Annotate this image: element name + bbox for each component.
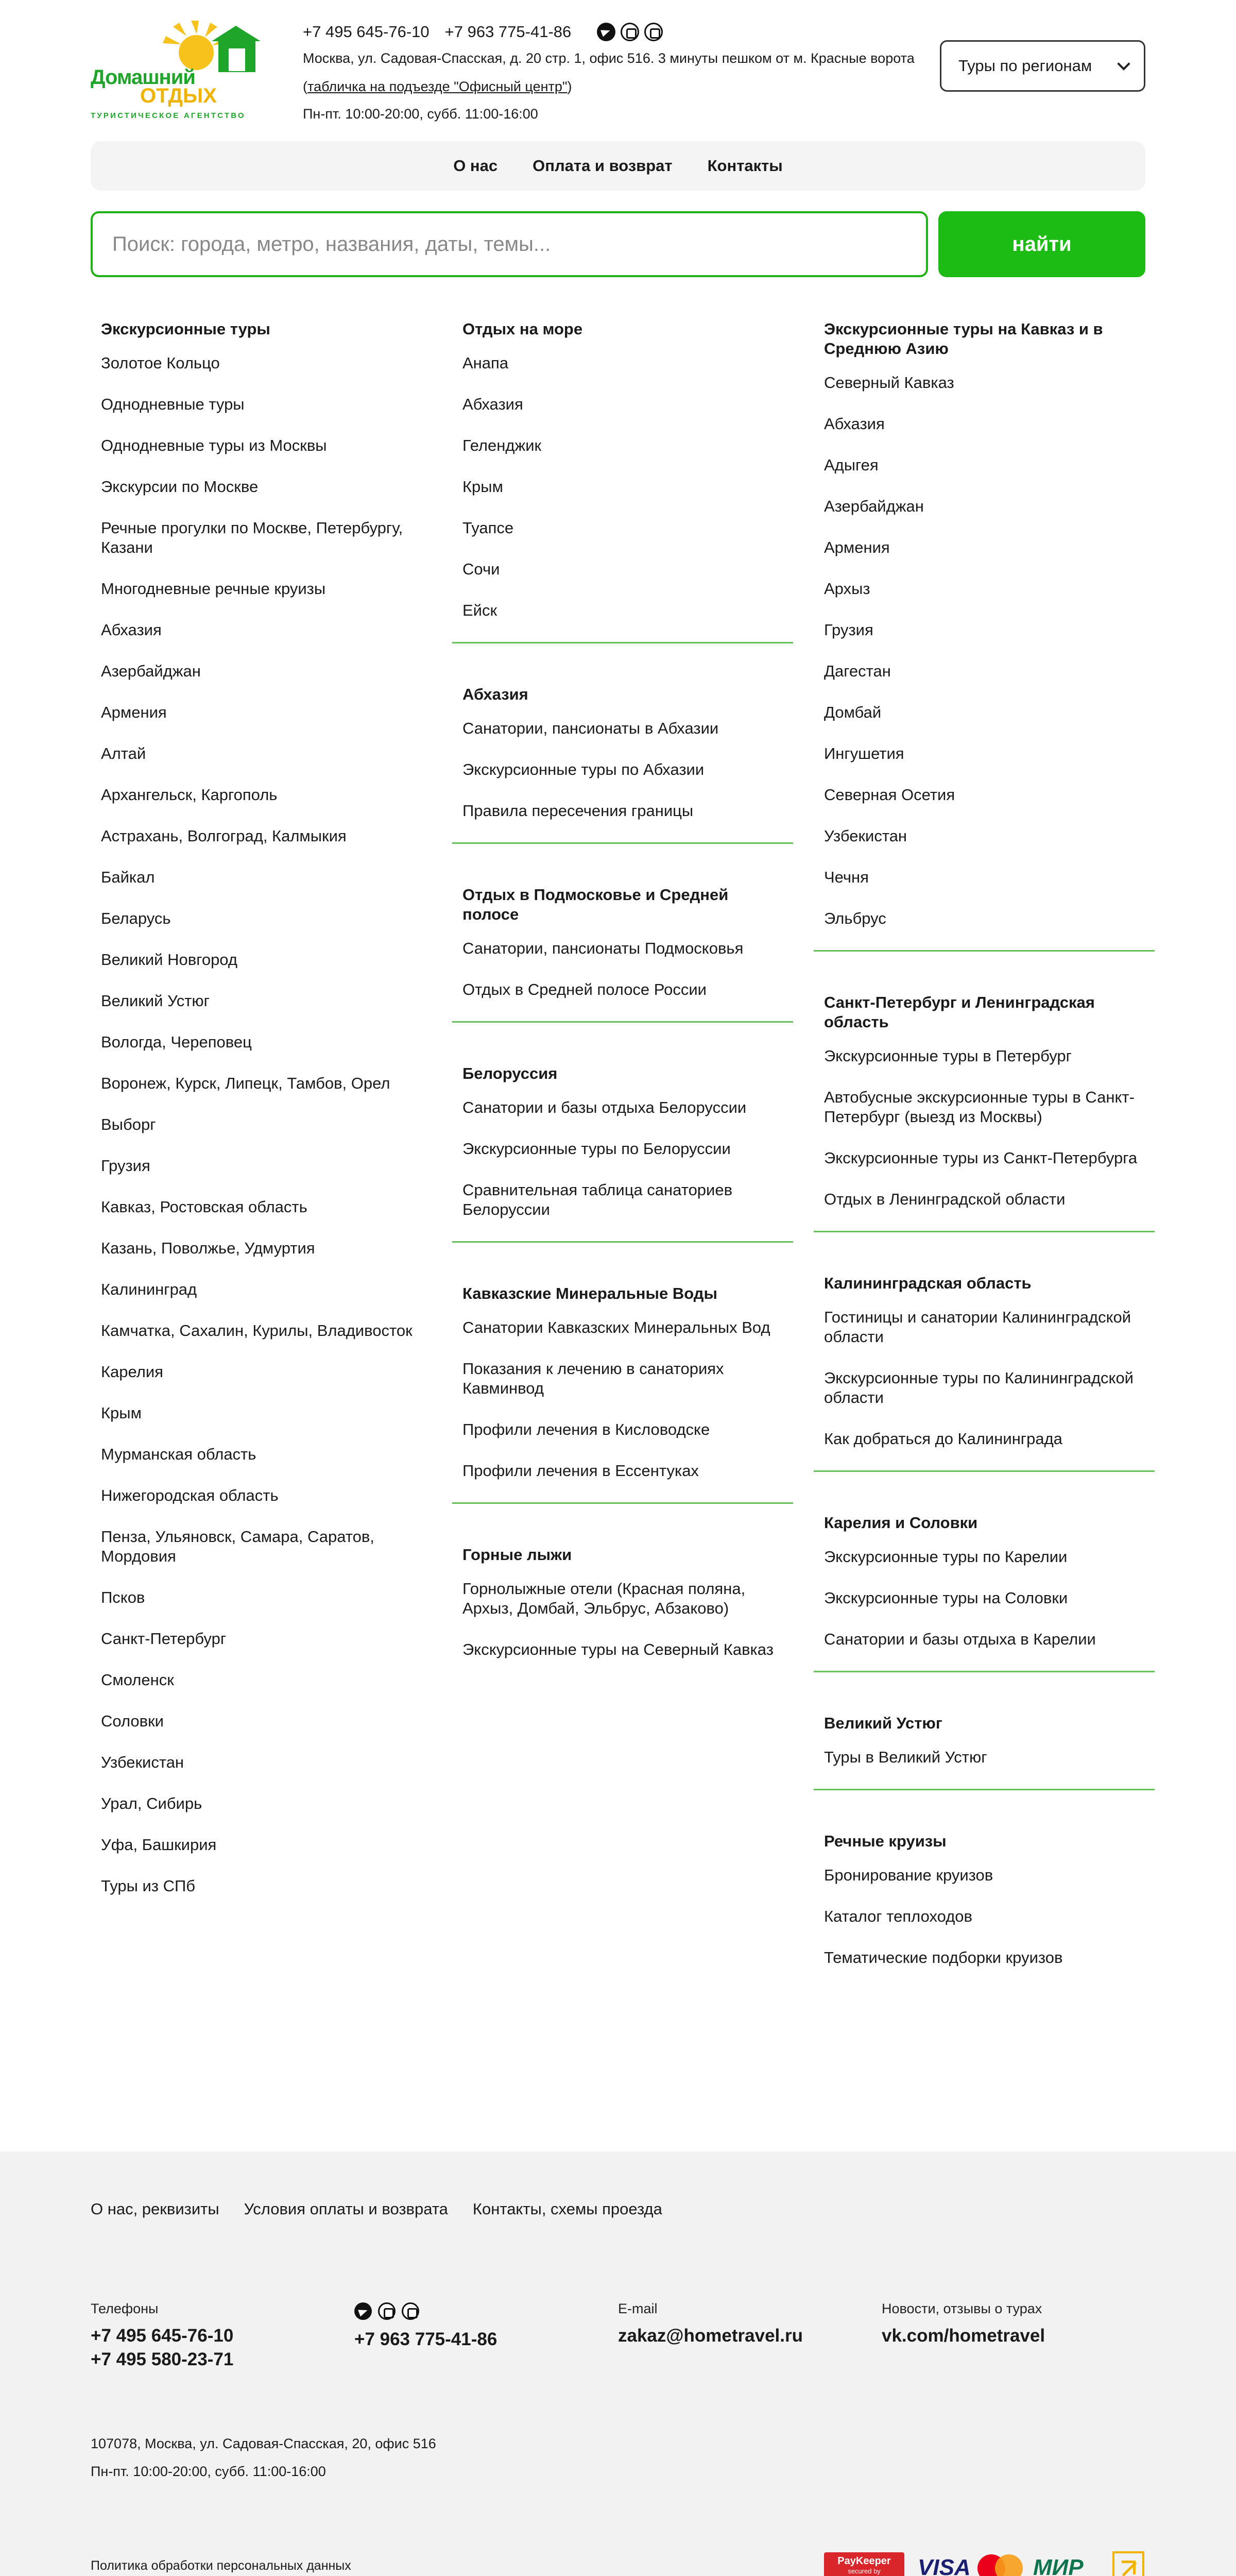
footer-vk-link[interactable]: vk.com/hometravel xyxy=(882,2326,1045,2346)
paykeeper-logo-text: PayKeeper xyxy=(837,2555,891,2567)
footer-phone-1[interactable]: +7 495 645-76-10 xyxy=(91,2326,234,2346)
menu-link[interactable]: Алтай xyxy=(101,744,146,762)
menu-link[interactable]: Экскурсии по Москве xyxy=(101,478,259,496)
menu-link[interactable]: Туры из СПб xyxy=(101,1877,196,1895)
menu-link[interactable]: Пенза, Ульяновск, Самара, Саратов, Мордовия xyxy=(101,1528,374,1565)
header-phones xyxy=(303,22,972,42)
menu-link[interactable]: Многодневные речные круизы xyxy=(101,580,326,598)
search-placeholder: Поиск: города, метро, названия, даты, темы... xyxy=(112,232,551,256)
menu-block xyxy=(814,309,1155,928)
footer-mobile xyxy=(354,2301,497,2351)
footer-nav-about[interactable]: О нас, реквизиты xyxy=(91,2200,219,2218)
region-select[interactable] xyxy=(940,40,1145,92)
menu-link[interactable]: Экскурсионные туры на Соловки xyxy=(824,1589,1068,1607)
address-end: ) xyxy=(567,79,572,94)
menu-block xyxy=(452,309,793,620)
menu-list xyxy=(824,373,1144,928)
menu-link[interactable]: Армения xyxy=(824,538,890,556)
menu-link[interactable]: Эльбрус xyxy=(824,909,886,927)
menu-block xyxy=(91,309,432,1896)
site-footer xyxy=(0,2151,1236,2576)
menu-link[interactable]: Экскурсионные туры по Белоруссии xyxy=(462,1140,731,1158)
logo-text-secondary: ОТДЫХ xyxy=(140,84,217,107)
menu-link[interactable]: Санкт-Петербург xyxy=(101,1630,227,1648)
menu-block xyxy=(814,1263,1155,1449)
nav-payment[interactable]: Оплата и возврат xyxy=(533,157,673,175)
menu-link[interactable]: Горнолыжные отели (Красная поляна, Архыз, Домбай, Эльбрус, Абзаково) xyxy=(462,1580,746,1617)
menu-link[interactable]: Однодневные туры xyxy=(101,395,245,413)
visa-logo: VISA xyxy=(918,2555,971,2576)
menu-link[interactable]: Санатории и базы отдыха Белоруссии xyxy=(462,1098,747,1116)
menu-separator xyxy=(452,1241,793,1243)
footer-phone-2[interactable]: +7 495 580-23-71 xyxy=(91,2349,234,2369)
menu-separator xyxy=(814,1671,1155,1672)
logo-tagline: ТУРИСТИЧЕСКОЕ АГЕНТСТВО xyxy=(91,111,246,120)
menu-link[interactable]: Экскурсионные туры по Абхазии xyxy=(462,760,705,778)
header-hours: Пн-пт. 10:00-20:00, субб. 11:00-16:00 xyxy=(303,106,538,122)
menu-column-1 xyxy=(91,309,432,1918)
mastercard-logo xyxy=(977,2552,1024,2576)
menu-link[interactable]: Домбай xyxy=(824,703,882,721)
region-select-label: Туры по регионам xyxy=(958,57,1092,75)
whatsapp-icon[interactable] xyxy=(621,23,639,41)
menu-separator xyxy=(814,950,1155,952)
nav-about[interactable]: О нас xyxy=(453,157,498,175)
menu-link[interactable]: Байкал xyxy=(101,868,155,886)
menu-block-title: Великий Устюг xyxy=(824,1714,942,1732)
menu-block-title: Абхазия xyxy=(462,685,528,703)
menu-link[interactable]: Сочи xyxy=(462,560,500,578)
menu-link[interactable]: Санатории, пансионаты в Абхазии xyxy=(462,719,719,737)
menu-link[interactable]: Экскурсионные туры на Северный Кавказ xyxy=(462,1640,774,1658)
menu-link[interactable]: Отдых в Ленинградской области xyxy=(824,1190,1066,1208)
menu-link[interactable]: Азербайджан xyxy=(101,662,201,680)
menu-block xyxy=(814,1703,1155,1767)
menu-list xyxy=(462,719,783,821)
menu-link[interactable]: Абхазия xyxy=(462,395,523,413)
menu-link[interactable]: Экскурсионные туры в Петербург xyxy=(824,1047,1072,1065)
menu-block-title: Экскурсионные туры xyxy=(101,320,270,338)
viber-icon[interactable] xyxy=(402,2302,419,2320)
menu-list xyxy=(462,1318,783,1481)
menu-separator xyxy=(814,1231,1155,1232)
footer-address-text: 107078, Москва, ул. Садовая-Спасская, 20, офис 516 xyxy=(91,2436,436,2451)
menu-link[interactable]: Экскурсионные туры по Калининградской области xyxy=(824,1369,1134,1406)
footer-nav-payment[interactable]: Условия оплаты и возврата xyxy=(244,2200,448,2218)
menu-block xyxy=(452,1274,793,1481)
mir-logo: МИР xyxy=(1033,2555,1084,2576)
menu-link[interactable]: Дагестан xyxy=(824,662,891,680)
menu-link[interactable]: Сравнительная таблица санаториев Белоруссии xyxy=(462,1181,733,1218)
header-address xyxy=(303,44,921,101)
menu-list xyxy=(824,1866,1144,1968)
menu-block-title: Калининградская область xyxy=(824,1274,1032,1292)
menu-block-title: Горные лыжи xyxy=(462,1546,572,1564)
menu-link[interactable]: Архангельск, Каргополь xyxy=(101,786,278,804)
menu-link[interactable]: Армения xyxy=(101,703,167,721)
footer-hours: Пн-пт. 10:00-20:00, субб. 11:00-16:00 xyxy=(91,2464,326,2479)
menu-link[interactable]: Показания к лечению в санаториях Кавминвод xyxy=(462,1360,724,1397)
menu-link[interactable]: Анапа xyxy=(462,354,509,372)
menu-link[interactable]: Кавказ, Ростовская область xyxy=(101,1198,307,1216)
menu-link[interactable]: Ейск xyxy=(462,601,497,619)
menu-block xyxy=(814,1821,1155,1968)
footer-nav xyxy=(91,2200,662,2218)
menu-block xyxy=(452,674,793,821)
menu-link[interactable]: Тематические подборки круизов xyxy=(824,1948,1063,1967)
menu-list xyxy=(462,1579,783,1659)
viber-icon[interactable] xyxy=(644,23,663,41)
privacy-policy-link[interactable]: Политика обработки персональных данных xyxy=(91,2558,351,2573)
menu-link[interactable]: Однодневные туры из Москвы xyxy=(101,436,327,454)
footer-phones-label: Телефоны xyxy=(91,2301,159,2316)
menu-link[interactable]: Узбекистан xyxy=(101,1753,184,1771)
header-phone-1[interactable]: +7 495 645-76-10 xyxy=(303,23,430,41)
menu-block-title: Санкт-Петербург и Ленинградская область xyxy=(824,993,1095,1031)
menu-link[interactable]: Профили лечения в Ессентуках xyxy=(462,1462,699,1480)
menu-block-title: Отдых в Подмосковье и Средней полосе xyxy=(462,886,729,923)
menu-link[interactable]: Экскурсионные туры по Карелии xyxy=(824,1548,1068,1566)
menu-link[interactable]: Профили лечения в Кисловодске xyxy=(462,1420,710,1438)
messenger-icons xyxy=(597,23,663,41)
logo-text-primary: Домашний xyxy=(91,66,195,89)
menu-link[interactable]: Золотое Кольцо xyxy=(101,354,220,372)
menu-link[interactable]: Чечня xyxy=(824,868,869,886)
menu-list xyxy=(462,353,783,620)
menu-link[interactable]: Великий Новгород xyxy=(101,951,237,969)
footer-phones xyxy=(91,2301,233,2371)
menu-link[interactable]: Речные прогулки по Москве, Петербургу, Казани xyxy=(101,519,403,556)
menu-block xyxy=(452,875,793,999)
menu-link[interactable]: Ингушетия xyxy=(824,744,904,762)
address-text: Москва, ул. Садовая-Спасская, д. 20 стр. 1, офис 516. 3 минуты пешком от м. Красные ворота ( xyxy=(303,50,915,94)
footer-email xyxy=(618,2301,803,2348)
menu-link[interactable]: Смоленск xyxy=(101,1671,174,1689)
search-button[interactable]: найти xyxy=(938,211,1145,277)
menu-link[interactable]: Беларусь xyxy=(101,909,171,927)
paykeeper-logo-sub: secured by xyxy=(848,2567,881,2575)
header-phone-2[interactable]: +7 963 775-41-86 xyxy=(444,23,572,41)
menu-separator xyxy=(452,642,793,643)
menu-link[interactable]: Вологда, Череповец xyxy=(101,1033,252,1051)
menu-link[interactable]: Мурманская область xyxy=(101,1445,256,1463)
menu-link[interactable]: Соловки xyxy=(101,1712,164,1730)
footer-news-label: Новости, отзывы о турах xyxy=(882,2301,1042,2316)
menu-link[interactable]: Крым xyxy=(462,478,503,496)
menu-link[interactable]: Абхазия xyxy=(101,621,162,639)
menu-block-title: Карелия и Соловки xyxy=(824,1514,978,1532)
menu-link[interactable]: Как добраться до Калининграда xyxy=(824,1430,1062,1448)
menu-list xyxy=(824,1308,1144,1449)
footer-news xyxy=(882,2301,1045,2348)
menu-block xyxy=(814,1503,1155,1649)
menu-link[interactable]: Санатории Кавказских Минеральных Вод xyxy=(462,1318,770,1336)
menu-link[interactable]: Крым xyxy=(101,1404,142,1422)
menu-link[interactable]: Калининград xyxy=(101,1280,197,1298)
menu-list xyxy=(824,1046,1144,1209)
menu-link[interactable]: Великий Устюг xyxy=(101,992,210,1010)
menu-list xyxy=(824,1748,1144,1767)
site-header xyxy=(91,21,1145,129)
menu-link[interactable]: Казань, Поволжье, Удмуртия xyxy=(101,1239,315,1257)
menu-separator xyxy=(452,1021,793,1023)
menu-link[interactable]: Выборг xyxy=(101,1115,156,1133)
footer-email-label: E-mail xyxy=(618,2301,658,2316)
menu-link[interactable]: Азербайджан xyxy=(824,497,924,515)
menu-link[interactable]: Уфа, Башкирия xyxy=(101,1836,217,1854)
paykeeper-logo xyxy=(824,2552,904,2576)
telegram-icon[interactable] xyxy=(354,2302,372,2320)
menu-link[interactable]: Туапсе xyxy=(462,519,514,537)
menu-separator xyxy=(452,842,793,844)
menu-link[interactable]: Экскурсионные туры из Санкт-Петербурга xyxy=(824,1149,1138,1167)
menu-link[interactable]: Астрахань, Волгоград, Калмыкия xyxy=(101,827,347,845)
menu-list xyxy=(824,1547,1144,1649)
menu-link[interactable]: Нижегородская область xyxy=(101,1486,279,1504)
menu-link[interactable]: Грузия xyxy=(101,1157,150,1175)
search-input[interactable] xyxy=(91,211,928,277)
menu-link[interactable]: Санатории, пансионаты Подмосковья xyxy=(462,939,744,957)
footer-messenger-icons xyxy=(354,2301,497,2321)
menu-list xyxy=(101,353,421,1896)
menu-link[interactable]: Отдых в Средней полосе России xyxy=(462,980,707,998)
menu-link[interactable]: Архыз xyxy=(824,580,870,598)
menu-link[interactable]: Туры в Великий Устюг xyxy=(824,1748,987,1766)
menu-block-title: Белоруссия xyxy=(462,1064,558,1082)
menu-link[interactable]: Геленджик xyxy=(462,436,542,454)
menu-block-title: Отдых на море xyxy=(462,320,583,338)
menu-link[interactable]: Урал, Сибирь xyxy=(101,1794,202,1812)
menu-separator xyxy=(452,1502,793,1504)
menu-column-2 xyxy=(452,309,793,1681)
menu-link[interactable]: Гостиницы и санатории Калининградской области xyxy=(824,1308,1131,1346)
menu-link[interactable]: Камчатка, Сахалин, Курилы, Владивосток xyxy=(101,1321,413,1340)
menu-link[interactable]: Бронирование круизов xyxy=(824,1866,993,1884)
menu-separator xyxy=(814,1789,1155,1790)
telegram-icon[interactable] xyxy=(597,23,615,41)
footer-nav-contacts[interactable]: Контакты, схемы проезда xyxy=(472,2200,662,2218)
menu-link[interactable]: Северная Осетия xyxy=(824,786,955,804)
menu-link[interactable]: Правила пересечения границы xyxy=(462,802,694,820)
menu-link[interactable]: Северный Кавказ xyxy=(824,374,954,392)
menu-separator xyxy=(814,1470,1155,1472)
mastercard-circle-orange xyxy=(995,2554,1023,2576)
footer-email-link[interactable]: zakaz@hometravel.ru xyxy=(618,2326,803,2346)
menu-block xyxy=(452,1535,793,1659)
menu-list xyxy=(462,939,783,999)
menu-link[interactable]: Узбекистан xyxy=(824,827,907,845)
menu-link[interactable]: Адыгея xyxy=(824,456,879,474)
menu-block-title: Речные круизы xyxy=(824,1832,947,1850)
address-sign-link[interactable]: табличка на подъезде "Офисный центр" xyxy=(307,79,568,94)
scroll-up-arrow-icon[interactable] xyxy=(1112,2551,1144,2576)
menu-column-3 xyxy=(814,309,1155,1989)
menu-link[interactable]: Псков xyxy=(101,1588,145,1606)
menu-link[interactable]: Каталог теплоходов xyxy=(824,1907,973,1925)
menu-link[interactable]: Санатории и базы отдыха в Карелии xyxy=(824,1630,1096,1648)
site-logo[interactable] xyxy=(91,21,271,129)
menu-link[interactable]: Воронеж, Курск, Липецк, Тамбов, Орел xyxy=(101,1074,390,1092)
chevron-down-icon xyxy=(1117,57,1130,70)
whatsapp-icon[interactable] xyxy=(378,2302,396,2320)
menu-link[interactable]: Карелия xyxy=(101,1363,163,1381)
header-contacts xyxy=(303,21,972,127)
menu-link[interactable]: Грузия xyxy=(824,621,873,639)
menu-block xyxy=(814,982,1155,1209)
footer-address xyxy=(91,2430,436,2485)
menu-block-title: Кавказские Минеральные Воды xyxy=(462,1284,717,1302)
menu-block xyxy=(452,1054,793,1219)
menu-link[interactable]: Автобусные экскурсионные туры в Санкт-Петербург (выезд из Москвы) xyxy=(824,1088,1135,1126)
menu-link[interactable]: Абхазия xyxy=(824,415,885,433)
footer-mobile-phone[interactable]: +7 963 775-41-86 xyxy=(354,2329,497,2349)
logo-sun-house-icon xyxy=(91,21,271,72)
top-nav xyxy=(91,141,1145,191)
nav-contacts[interactable]: Контакты xyxy=(707,157,783,175)
menu-list xyxy=(462,1098,783,1219)
menu-block-title: Экскурсионные туры на Кавказ и в Среднюю Азию xyxy=(824,320,1103,358)
